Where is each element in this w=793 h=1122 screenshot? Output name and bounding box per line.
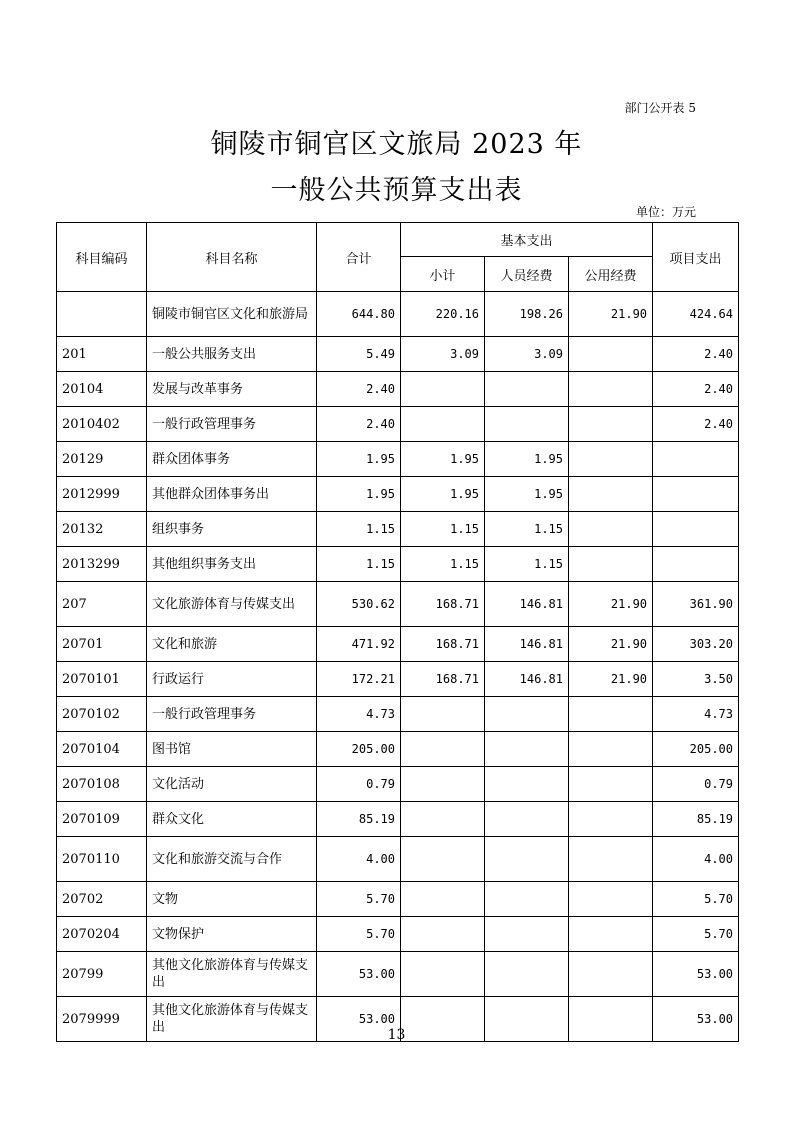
header-name: 科目名称 bbox=[147, 223, 317, 292]
cell-name: 文物 bbox=[147, 882, 317, 917]
table-row bbox=[57, 837, 739, 882]
header-code: 科目编码 bbox=[57, 223, 147, 292]
cell-code: 2079999 bbox=[57, 997, 147, 1042]
cell-name: 组织事务 bbox=[147, 512, 317, 547]
cell-project: 3.50 bbox=[653, 662, 739, 697]
cell-personnel bbox=[485, 767, 569, 802]
cell-total: 5.70 bbox=[317, 917, 401, 952]
cell-total: 1.95 bbox=[317, 477, 401, 512]
cell-total: 5.49 bbox=[317, 337, 401, 372]
cell-total: 2.40 bbox=[317, 372, 401, 407]
cell-total: 205.00 bbox=[317, 732, 401, 767]
cell-project: 85.19 bbox=[653, 802, 739, 837]
table-row bbox=[57, 767, 739, 802]
cell-subtotal bbox=[401, 732, 485, 767]
header-subtotal: 小计 bbox=[401, 257, 485, 292]
header-personnel: 人员经费 bbox=[485, 257, 569, 292]
cell-subtotal bbox=[401, 882, 485, 917]
cell-personnel bbox=[485, 837, 569, 882]
cell-project: 4.00 bbox=[653, 837, 739, 882]
cell-name: 行政运行 bbox=[147, 662, 317, 697]
cell-project: 4.73 bbox=[653, 697, 739, 732]
cell-name: 其他群众团体事务出 bbox=[147, 477, 317, 512]
cell-name: 铜陵市铜官区文化和旅游局 bbox=[147, 292, 317, 337]
budget-table bbox=[56, 222, 739, 1042]
cell-total: 530.62 bbox=[317, 582, 401, 627]
cell-public bbox=[569, 837, 653, 882]
cell-subtotal: 1.95 bbox=[401, 477, 485, 512]
table-row bbox=[57, 372, 739, 407]
table-row bbox=[57, 917, 739, 952]
cell-name: 文化活动 bbox=[147, 767, 317, 802]
cell-project: 53.00 bbox=[653, 997, 739, 1042]
cell-public bbox=[569, 882, 653, 917]
cell-name: 一般行政管理事务 bbox=[147, 407, 317, 442]
cell-total: 644.80 bbox=[317, 292, 401, 337]
header-public: 公用经费 bbox=[569, 257, 653, 292]
cell-public bbox=[569, 337, 653, 372]
cell-code: 20701 bbox=[57, 627, 147, 662]
cell-public bbox=[569, 917, 653, 952]
cell-name: 发展与改革事务 bbox=[147, 372, 317, 407]
cell-personnel: 1.95 bbox=[485, 442, 569, 477]
page-title: 铜陵市铜官区文旅局 2023 年 bbox=[210, 129, 583, 160]
cell-subtotal: 168.71 bbox=[401, 627, 485, 662]
cell-personnel bbox=[485, 697, 569, 732]
table-row bbox=[57, 337, 739, 372]
cell-public bbox=[569, 442, 653, 477]
cell-total: 1.15 bbox=[317, 512, 401, 547]
cell-project: 5.70 bbox=[653, 882, 739, 917]
table-row bbox=[57, 627, 739, 662]
cell-project: 53.00 bbox=[653, 952, 739, 997]
cell-public bbox=[569, 767, 653, 802]
table-row bbox=[57, 407, 739, 442]
cell-code: 2070101 bbox=[57, 662, 147, 697]
cell-subtotal bbox=[401, 407, 485, 442]
cell-personnel: 146.81 bbox=[485, 662, 569, 697]
cell-personnel: 1.95 bbox=[485, 477, 569, 512]
cell-name: 群众文化 bbox=[147, 802, 317, 837]
cell-personnel bbox=[485, 882, 569, 917]
cell-subtotal: 220.16 bbox=[401, 292, 485, 337]
table-row bbox=[57, 802, 739, 837]
cell-public: 21.90 bbox=[569, 292, 653, 337]
cell-project bbox=[653, 442, 739, 477]
cell-subtotal bbox=[401, 767, 485, 802]
cell-code: 2012999 bbox=[57, 477, 147, 512]
cell-subtotal: 1.15 bbox=[401, 512, 485, 547]
cell-subtotal bbox=[401, 802, 485, 837]
cell-code: 2070104 bbox=[57, 732, 147, 767]
cell-name: 其他文化旅游体育与传媒支出 bbox=[147, 952, 317, 997]
cell-project bbox=[653, 512, 739, 547]
cell-total: 85.19 bbox=[317, 802, 401, 837]
page-subtitle: 一般公共预算支出表 bbox=[270, 175, 523, 206]
cell-code: 20702 bbox=[57, 882, 147, 917]
cell-total: 471.92 bbox=[317, 627, 401, 662]
cell-public bbox=[569, 697, 653, 732]
header-project: 项目支出 bbox=[653, 223, 739, 292]
cell-code: 201 bbox=[57, 337, 147, 372]
cell-total: 2.40 bbox=[317, 407, 401, 442]
cell-personnel: 146.81 bbox=[485, 627, 569, 662]
cell-project bbox=[653, 547, 739, 582]
cell-code: 2010402 bbox=[57, 407, 147, 442]
table-row bbox=[57, 952, 739, 997]
cell-subtotal bbox=[401, 917, 485, 952]
cell-name: 文物保护 bbox=[147, 917, 317, 952]
table-row bbox=[57, 442, 739, 477]
cell-total: 172.21 bbox=[317, 662, 401, 697]
cell-personnel: 1.15 bbox=[485, 547, 569, 582]
table-body bbox=[57, 292, 739, 1042]
cell-total: 1.95 bbox=[317, 442, 401, 477]
table-row bbox=[57, 292, 739, 337]
cell-code: 20799 bbox=[57, 952, 147, 997]
cell-subtotal: 168.71 bbox=[401, 662, 485, 697]
cell-public bbox=[569, 802, 653, 837]
table-row bbox=[57, 547, 739, 582]
cell-public bbox=[569, 547, 653, 582]
cell-subtotal: 3.09 bbox=[401, 337, 485, 372]
cell-project: 361.90 bbox=[653, 582, 739, 627]
cell-code: 20129 bbox=[57, 442, 147, 477]
cell-personnel bbox=[485, 802, 569, 837]
cell-name: 群众团体事务 bbox=[147, 442, 317, 477]
cell-name: 图书馆 bbox=[147, 732, 317, 767]
cell-total: 1.15 bbox=[317, 547, 401, 582]
header-basic: 基本支出 bbox=[401, 223, 653, 257]
cell-total: 53.00 bbox=[317, 997, 401, 1042]
cell-personnel: 198.26 bbox=[485, 292, 569, 337]
table-tag: 部门公开表 5 bbox=[624, 101, 696, 115]
cell-subtotal: 1.15 bbox=[401, 547, 485, 582]
cell-subtotal: 1.95 bbox=[401, 442, 485, 477]
table-row bbox=[57, 732, 739, 767]
cell-name: 文化和旅游交流与合作 bbox=[147, 837, 317, 882]
cell-subtotal bbox=[401, 697, 485, 732]
cell-personnel: 146.81 bbox=[485, 582, 569, 627]
cell-name: 一般公共服务支出 bbox=[147, 337, 317, 372]
cell-code bbox=[57, 292, 147, 337]
cell-total: 4.73 bbox=[317, 697, 401, 732]
cell-personnel bbox=[485, 372, 569, 407]
cell-total: 4.00 bbox=[317, 837, 401, 882]
cell-name: 一般行政管理事务 bbox=[147, 697, 317, 732]
cell-public bbox=[569, 732, 653, 767]
cell-public bbox=[569, 372, 653, 407]
cell-subtotal bbox=[401, 952, 485, 997]
header-total: 合计 bbox=[317, 223, 401, 292]
table-row bbox=[57, 477, 739, 512]
cell-personnel bbox=[485, 732, 569, 767]
cell-name: 其他文化旅游体育与传媒支出 bbox=[147, 997, 317, 1042]
cell-code: 20104 bbox=[57, 372, 147, 407]
cell-project bbox=[653, 477, 739, 512]
cell-code: 2070108 bbox=[57, 767, 147, 802]
cell-project: 2.40 bbox=[653, 407, 739, 442]
cell-code: 2013299 bbox=[57, 547, 147, 582]
unit-label: 单位：万元 bbox=[635, 205, 696, 219]
cell-personnel bbox=[485, 952, 569, 997]
cell-project: 303.20 bbox=[653, 627, 739, 662]
cell-public: 21.90 bbox=[569, 582, 653, 627]
table-row bbox=[57, 697, 739, 732]
cell-public bbox=[569, 407, 653, 442]
table-row bbox=[57, 582, 739, 627]
cell-personnel: 1.15 bbox=[485, 512, 569, 547]
cell-project: 2.40 bbox=[653, 337, 739, 372]
cell-public bbox=[569, 952, 653, 997]
cell-public: 21.90 bbox=[569, 662, 653, 697]
cell-subtotal bbox=[401, 372, 485, 407]
page-number: 13 bbox=[387, 1027, 406, 1043]
cell-project: 424.64 bbox=[653, 292, 739, 337]
cell-code: 2070102 bbox=[57, 697, 147, 732]
cell-name: 文化和旅游 bbox=[147, 627, 317, 662]
cell-name: 其他组织事务支出 bbox=[147, 547, 317, 582]
cell-subtotal bbox=[401, 837, 485, 882]
cell-personnel bbox=[485, 407, 569, 442]
cell-project: 2.40 bbox=[653, 372, 739, 407]
cell-personnel: 3.09 bbox=[485, 337, 569, 372]
cell-code: 2070109 bbox=[57, 802, 147, 837]
cell-total: 5.70 bbox=[317, 882, 401, 917]
table-row bbox=[57, 882, 739, 917]
cell-total: 53.00 bbox=[317, 952, 401, 997]
cell-code: 2070110 bbox=[57, 837, 147, 882]
cell-project: 5.70 bbox=[653, 917, 739, 952]
cell-project: 0.79 bbox=[653, 767, 739, 802]
cell-personnel bbox=[485, 917, 569, 952]
cell-code: 207 bbox=[57, 582, 147, 627]
cell-code: 20132 bbox=[57, 512, 147, 547]
table-row bbox=[57, 512, 739, 547]
cell-public bbox=[569, 512, 653, 547]
cell-name: 文化旅游体育与传媒支出 bbox=[147, 582, 317, 627]
cell-public: 21.90 bbox=[569, 627, 653, 662]
cell-total: 0.79 bbox=[317, 767, 401, 802]
table-row bbox=[57, 662, 739, 697]
cell-subtotal: 168.71 bbox=[401, 582, 485, 627]
cell-code: 2070204 bbox=[57, 917, 147, 952]
cell-public bbox=[569, 477, 653, 512]
cell-project: 205.00 bbox=[653, 732, 739, 767]
